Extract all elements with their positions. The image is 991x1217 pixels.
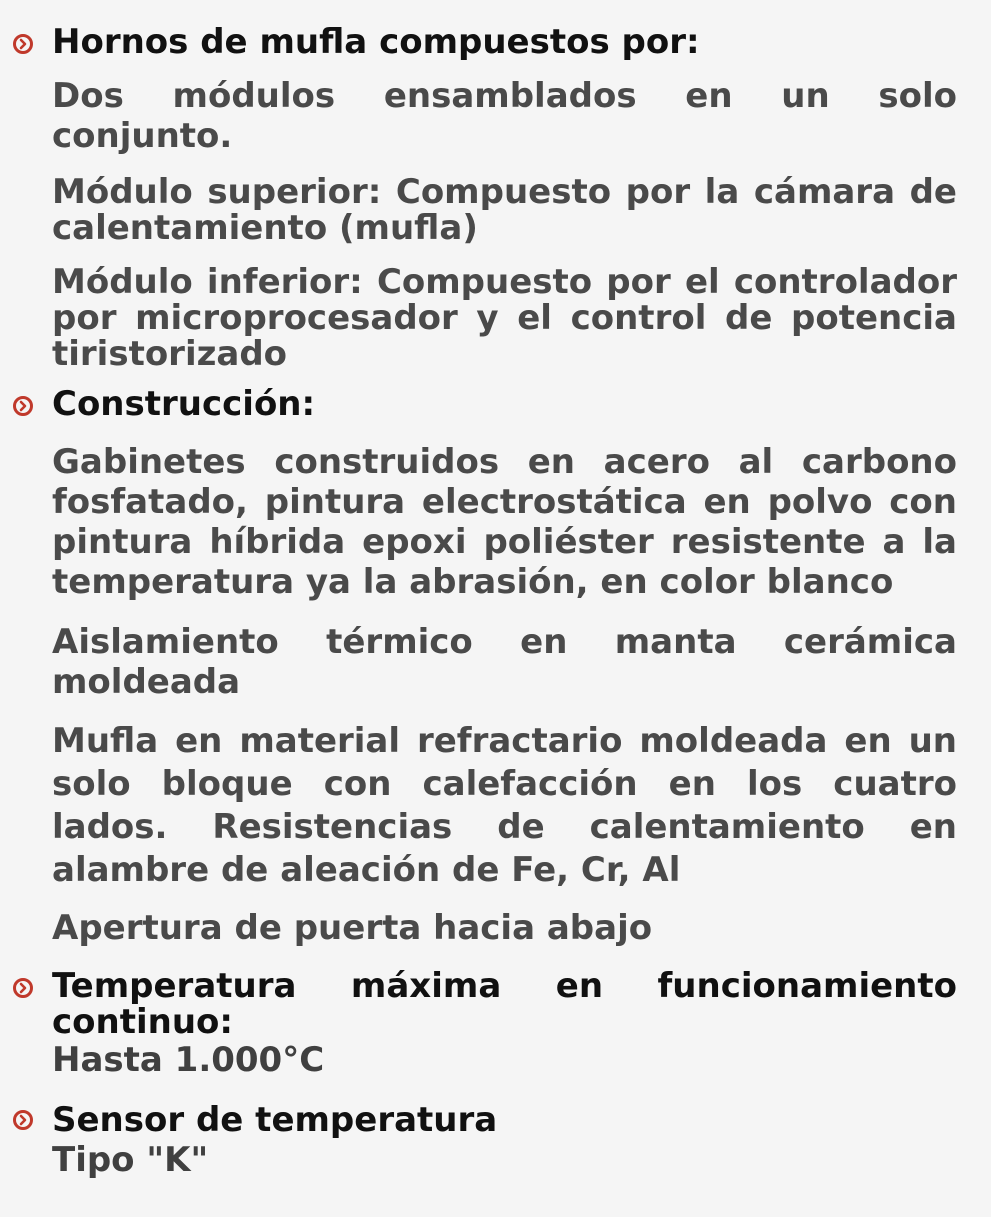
paragraph: Aislamiento térmico en manta cerámica moldeada [52, 622, 957, 702]
section-heading: Sensor de temperatura [52, 1100, 498, 1140]
section-construction [0, 384, 957, 948]
section-composition [0, 22, 957, 372]
paragraph: Módulo inferior: Compuesto por el controlador por microprocesador y el control de potencia tiristorizado [52, 262, 957, 374]
paragraph: Dos módulos ensamblados en un solo conjunto. [52, 76, 957, 156]
section-temperature-sensor [0, 1100, 957, 1180]
paragraph: Módulo superior: Compuesto por la cámara de calentamiento (mufla) [52, 172, 957, 248]
paragraph: Gabinetes construidos en acero al carbono fosfatado, pintura electrostática en polvo con pintura híbrida epoxi poliéster resistente a la temperatura ya la abrasión, en color blanco [52, 442, 957, 602]
spec-value: Tipo "K" [52, 1140, 209, 1180]
circle-chevron-right-icon [11, 32, 35, 56]
paragraph: Mufla en material refractario moldeada en un solo bloque con calefacción en los cuatro lados. Resistencias de calentamiento en alambre de aleación de Fe, Cr, Al [52, 721, 957, 890]
spec-value: Hasta 1.000°C [52, 1040, 325, 1080]
circle-chevron-right-icon [11, 976, 35, 1000]
section-heading: Hornos de mufla compuestos por: [52, 22, 700, 62]
circle-chevron-right-icon [11, 1108, 35, 1132]
paragraph: Apertura de puerta hacia abajo [52, 908, 653, 948]
section-heading: Temperatura máxima en funcionamiento continuo: [52, 966, 957, 1042]
section-max-temperature [0, 968, 957, 1080]
circle-chevron-right-icon [11, 394, 35, 418]
section-heading: Construcción: [52, 384, 316, 424]
